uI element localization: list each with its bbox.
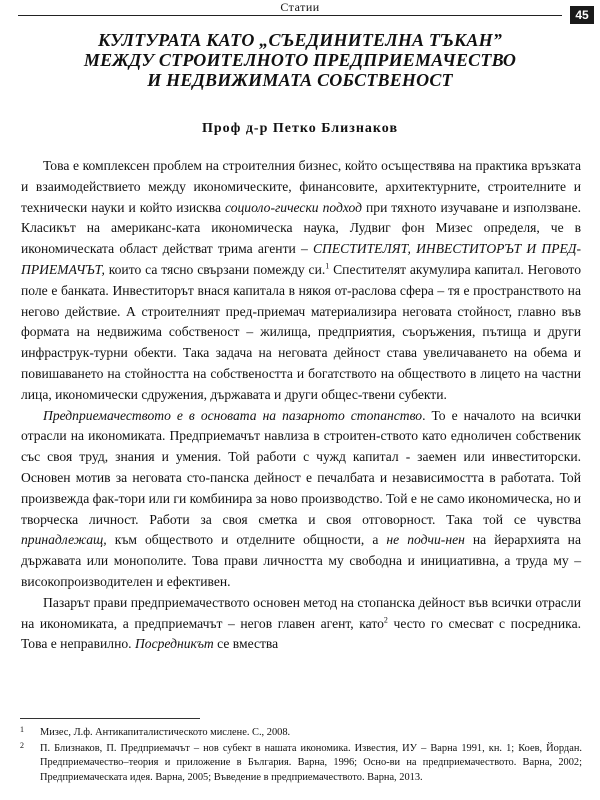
title-line-2: МЕЖДУ СТРОИТЕЛНОТО ПРЕДПРИЕМАЧЕСТВО xyxy=(83,50,517,70)
title-line-1: КУЛТУРАТА КАТО „СЪЕДИНИТЕЛНА ТЪКАН” xyxy=(97,30,503,50)
paragraph-2: Предприемачеството е в основата на пазарното стопанство. То е началото на всички отрасли на икономиката. Предприемачът навлиза в строитен-ството като едноличен собственик със своя труд, знания и умения. Той работи с чужд капитал - заемен или инвеститорски. Основен мотив за неговата сто-панска дейност е печалбата и независимостта в работата. Той произвежда фак-тори или ги комбинира за ново производство. Той е не само икономическа, но и творческа личност. Работи за своя сметка и своя отговорност. Така той се чувства принадлежащ, към обществото и отделните общности, а не подчи-нен на йерархията на държавата или монополите. Това прави личността му свободна и инициативна, а труда му – високопроизводителен и ефективен. xyxy=(21,407,581,589)
footnote-text: Мизес, Л.ф. Антикапиталистическото мислене. С., 2008. xyxy=(40,727,291,738)
section-title: Статии xyxy=(280,0,320,14)
footnote-2 xyxy=(20,742,582,786)
footnote-mark: 1 xyxy=(20,725,24,734)
author-name: Проф д-р Петко Близнаков xyxy=(201,121,399,136)
running-header xyxy=(0,0,600,20)
paragraph-3: Пазарът прави предприемачеството основен метод на стопанска дейност във всички отрасли на икономиката, а предприемачът – негов главен агент, като$^2$ често го смесват с посредника. Това е неправилно. Посредникът се вмества xyxy=(21,594,581,652)
footnote-ref-2[interactable]: 2 xyxy=(383,615,388,624)
footnote-text: П. Близнаков, П. Предприемачът – нов субект в нашата икономика. Известия, ИУ – Варна 1991, кн. 1; Коев, Йордан. Предприемачество–теория и приложение в България. Варна, 1996; Осно-ви на предприемачеството. Варна, 2002; Предприемаческата идея. Варна, 2005; Въведение в предприемачеството. Варна, 2013. xyxy=(40,742,582,783)
footnote-mark: 2 xyxy=(20,740,24,750)
header-rule xyxy=(18,15,562,16)
footnote-ref-1[interactable]: 1 xyxy=(325,261,330,271)
footnote-1 xyxy=(20,726,582,741)
article-title xyxy=(20,30,580,90)
title-line-3: И НЕДВИЖИМАТА СОБСТВЕНОСТ xyxy=(147,70,453,90)
page-number-badge: 45 xyxy=(570,6,594,24)
footnotes xyxy=(20,726,582,786)
paragraph-1: Това е комплексен проблем на строителния бизнес, който осъществява на практика връзката и взаимодействието между икономическите, финансовите, архитектурните, строителните и технически науки и който изисква социоло-гически подход при тяхното изучаване и използване. Класикът на американс-ката икономическа наука, Лудвиг фон Мизес определя, че в икономическата област действат трима агенти – СПЕСТИТЕЛЯТ, ИНВЕСТИТОРЪТ И ПРЕД-ПРИЕМАЧЪТ, които са тясно свързани помежду си.$^1$ Спестителят акумулира капитал. Неговото поле е банката. Инвеститорът внася капитала в някоя от-раслова сфера – тя е пространството на негово действие. А строителният пред-приемач материализира неговата стойност, главно във формата на недвижима собственост – жилища, предприятия, съоръжения, пътища и други инфраструк-турни обекти. Така задача на неговата дейност става увеличаването на обема и повишаването на стойността на собствеността и богатството на обществото в лицето на частни лица, икономически сдружения, държавата и други общес-твени субекти. xyxy=(21,158,582,402)
article-body xyxy=(21,156,581,655)
footnote-divider xyxy=(20,718,200,719)
